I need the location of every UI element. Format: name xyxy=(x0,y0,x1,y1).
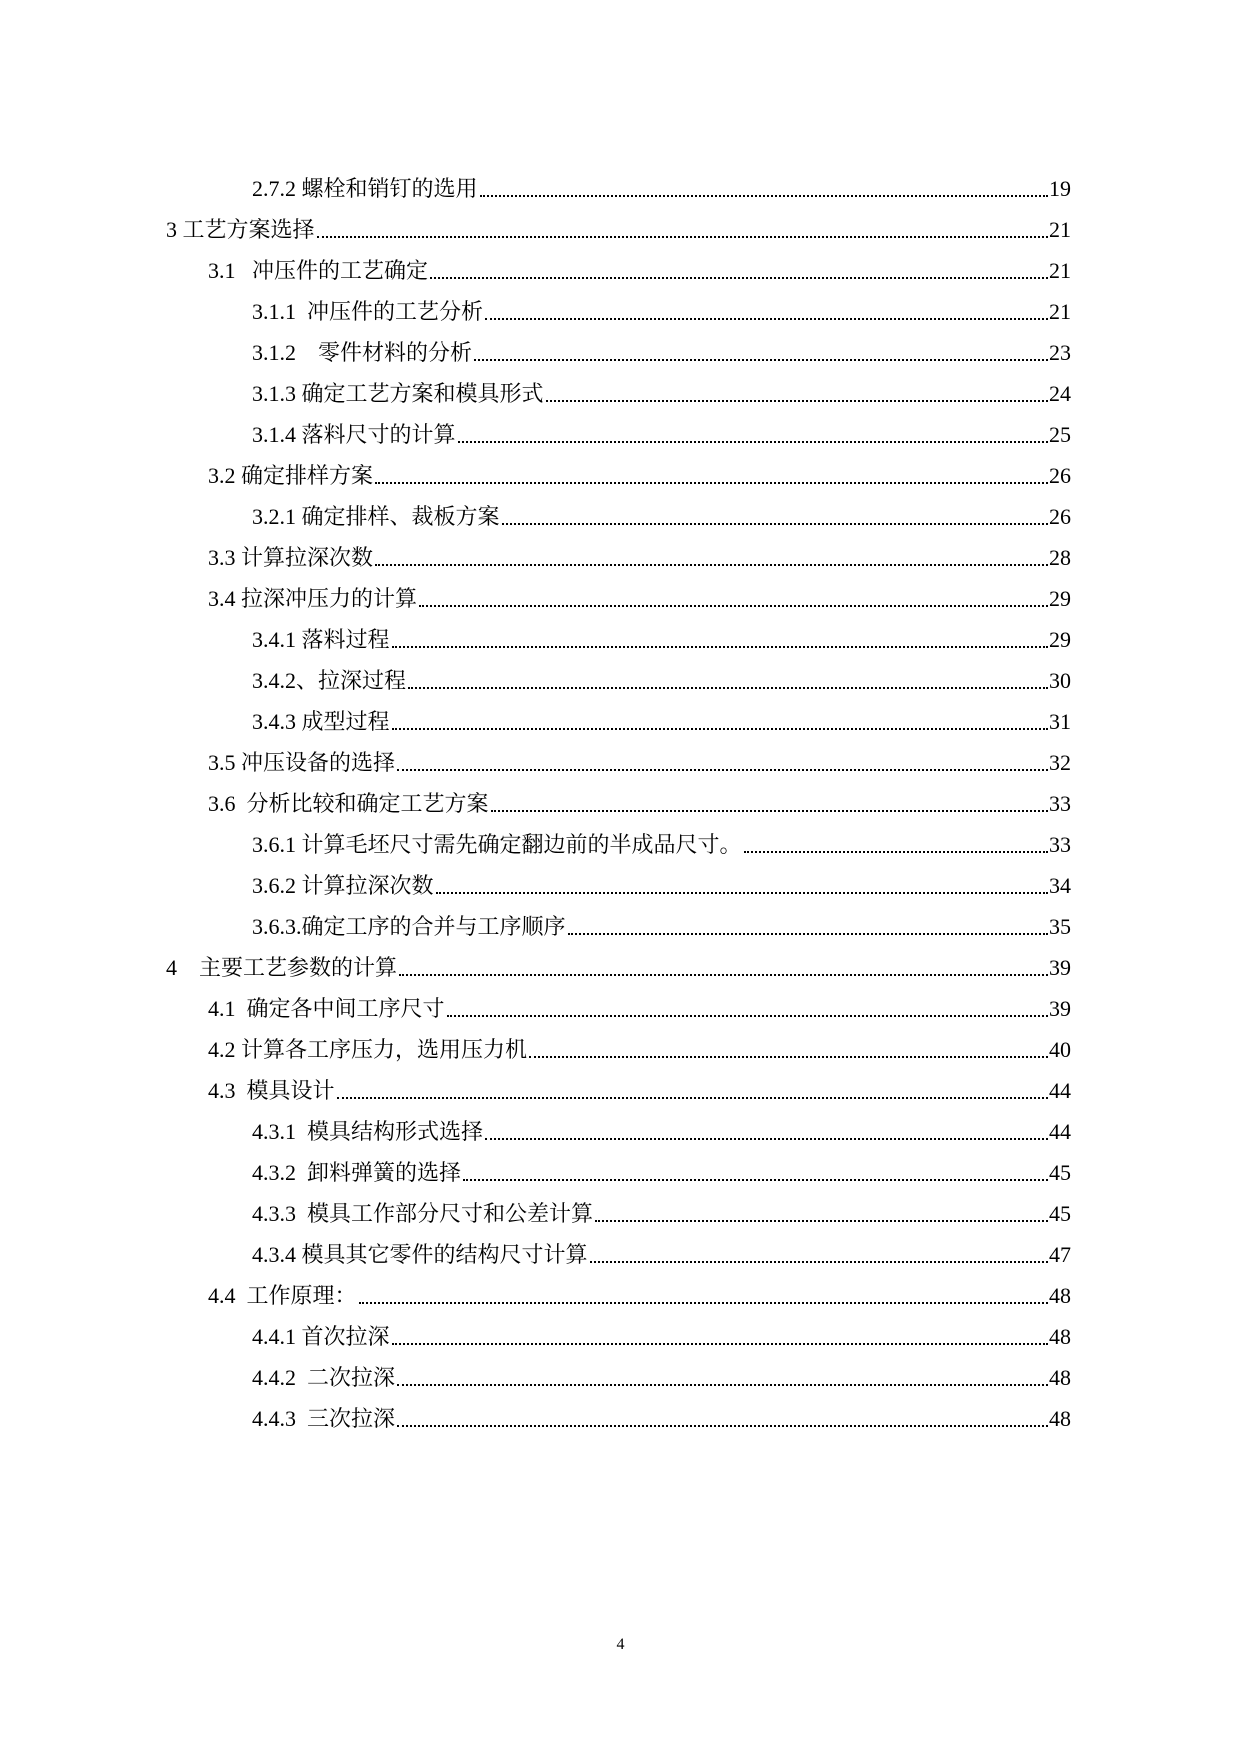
toc-entry[interactable] xyxy=(252,414,1071,448)
toc-dot-leader xyxy=(568,933,1048,935)
toc-dot-leader xyxy=(430,277,1048,279)
toc-entry-page: 48 xyxy=(1049,1406,1071,1431)
toc-entry[interactable] xyxy=(208,250,1071,284)
toc-entry-page: 29 xyxy=(1049,627,1071,652)
toc-entry[interactable] xyxy=(252,1398,1071,1432)
toc-entry-page: 28 xyxy=(1049,545,1071,570)
toc-entry-title: 4.1 确定各中间工序尺寸 xyxy=(208,996,445,1021)
toc-entry[interactable] xyxy=(252,332,1071,366)
toc-entry[interactable] xyxy=(208,1070,1071,1104)
toc-entry[interactable] xyxy=(252,619,1071,653)
toc-entry-title: 3.1.1 冲压件的工艺分析 xyxy=(252,299,484,324)
toc-dot-leader xyxy=(590,1261,1048,1263)
toc-entry[interactable] xyxy=(252,660,1071,694)
toc-dot-leader xyxy=(463,1179,1048,1181)
toc-entry-title: 3.5 冲压设备的选择 xyxy=(208,750,396,775)
toc-entry-page: 32 xyxy=(1049,750,1071,775)
toc-entry-title: 3.1.3 确定工艺方案和模具形式 xyxy=(252,381,544,406)
toc-dot-leader xyxy=(419,605,1048,607)
toc-dot-leader xyxy=(546,400,1048,402)
toc-entry[interactable] xyxy=(252,1111,1071,1145)
toc-entry-page: 19 xyxy=(1049,176,1071,201)
toc-entry-page: 40 xyxy=(1049,1037,1071,1062)
toc-entry-page: 39 xyxy=(1049,996,1071,1021)
toc-entry-page: 24 xyxy=(1049,381,1071,406)
toc-entry-page: 31 xyxy=(1049,709,1071,734)
toc-entry-title: 3.1.4 落料尺寸的计算 xyxy=(252,422,456,447)
toc-entry-title: 3.6.2 计算拉深次数 xyxy=(252,873,434,898)
toc-entry-page: 21 xyxy=(1049,217,1071,242)
toc-dot-leader xyxy=(595,1220,1048,1222)
toc-entry[interactable] xyxy=(252,291,1071,325)
toc-entry[interactable] xyxy=(252,1193,1071,1227)
toc-dot-leader xyxy=(458,441,1048,443)
toc-entry[interactable] xyxy=(252,496,1071,530)
toc-entry-page: 44 xyxy=(1049,1078,1071,1103)
toc-entry-title: 3.6.3.确定工序的合并与工序顺序 xyxy=(252,914,566,939)
toc-entry[interactable] xyxy=(252,865,1071,899)
toc-entry-page: 23 xyxy=(1049,340,1071,365)
toc-entry[interactable] xyxy=(252,906,1071,940)
toc-dot-leader xyxy=(436,892,1048,894)
toc-entry[interactable] xyxy=(252,1152,1071,1186)
toc-dot-leader xyxy=(480,195,1048,197)
toc-entry-title: 3.6 分析比较和确定工艺方案 xyxy=(208,791,489,816)
toc-entry[interactable] xyxy=(166,947,1071,981)
toc-entry-page: 44 xyxy=(1049,1119,1071,1144)
toc-entry-page: 21 xyxy=(1049,299,1071,324)
toc-dot-leader xyxy=(399,974,1048,976)
toc-dot-leader xyxy=(491,810,1048,812)
toc-entry-page: 33 xyxy=(1049,832,1071,857)
toc-entry[interactable] xyxy=(252,1234,1071,1268)
toc-dot-leader xyxy=(375,564,1048,566)
toc-entry-title: 3.4.3 成型过程 xyxy=(252,709,390,734)
toc-entry[interactable] xyxy=(208,537,1071,571)
toc-entry-title: 3.2.1 确定排样、裁板方案 xyxy=(252,504,500,529)
toc-entry-page: 45 xyxy=(1049,1160,1071,1185)
toc-entry-page: 26 xyxy=(1049,463,1071,488)
toc-dot-leader xyxy=(359,1302,1048,1304)
toc-entry[interactable] xyxy=(208,742,1071,776)
toc-entry-title: 4.3.2 卸料弹簧的选择 xyxy=(252,1160,462,1185)
toc-entry-title: 3.4.2、拉深过程 xyxy=(252,668,407,693)
toc-entry[interactable] xyxy=(166,209,1071,243)
toc-entry-title: 4.4.3 三次拉深 xyxy=(252,1406,396,1431)
toc-entry-title: 4.2 计算各工序压力，选用压力机 xyxy=(208,1037,528,1062)
toc-dot-leader xyxy=(474,359,1048,361)
toc-entry[interactable] xyxy=(208,455,1071,489)
toc-entry-title: 4.4 工作原理： xyxy=(208,1283,357,1308)
toc-entry-title: 3.1.2 零件材料的分析 xyxy=(252,340,473,365)
toc-entry-title: 3.1 冲压件的工艺确定 xyxy=(208,258,429,283)
toc-entry-title: 2.7.2 螺栓和销钉的选用 xyxy=(252,176,478,201)
toc-entry-title: 4 主要工艺参数的计算 xyxy=(166,955,398,980)
toc-entry-title: 3.4 拉深冲压力的计算 xyxy=(208,586,418,611)
toc-entry-title: 4.4.2 二次拉深 xyxy=(252,1365,396,1390)
toc-entry-page: 25 xyxy=(1049,422,1071,447)
toc-entry-page: 48 xyxy=(1049,1365,1071,1390)
toc-dot-leader xyxy=(408,687,1048,689)
toc-entry-page: 30 xyxy=(1049,668,1071,693)
toc-dot-leader xyxy=(447,1015,1048,1017)
toc-entry-page: 34 xyxy=(1049,873,1071,898)
toc-entry-page: 39 xyxy=(1049,955,1071,980)
toc-entry[interactable] xyxy=(208,988,1071,1022)
toc-dot-leader xyxy=(744,851,1048,853)
toc-entry-title: 4.3 模具设计 xyxy=(208,1078,335,1103)
toc-entry-title: 3 工艺方案选择 xyxy=(166,217,315,242)
toc-dot-leader xyxy=(392,728,1048,730)
toc-entry-title: 3.2 确定排样方案 xyxy=(208,463,374,488)
toc-entry[interactable] xyxy=(252,168,1071,202)
toc-entry-page: 29 xyxy=(1049,586,1071,611)
toc-dot-leader xyxy=(392,1343,1048,1345)
toc-entry-page: 33 xyxy=(1049,791,1071,816)
toc-entry-page: 45 xyxy=(1049,1201,1071,1226)
toc-entry-title: 3.3 计算拉深次数 xyxy=(208,545,374,570)
toc-entry-page: 21 xyxy=(1049,258,1071,283)
toc-entry[interactable] xyxy=(208,783,1071,817)
toc-entry-page: 35 xyxy=(1049,914,1071,939)
toc-entry-title: 4.3.3 模具工作部分尺寸和公差计算 xyxy=(252,1201,594,1226)
toc-dot-leader xyxy=(392,646,1048,648)
toc-entry-title: 4.3.4 模具其它零件的结构尺寸计算 xyxy=(252,1242,588,1267)
toc-dot-leader xyxy=(397,1425,1048,1427)
toc-entry-page: 47 xyxy=(1049,1242,1071,1267)
toc-entry[interactable] xyxy=(208,1275,1071,1309)
page-number: 4 xyxy=(616,1636,625,1653)
toc-entry[interactable] xyxy=(252,1316,1071,1350)
toc-dot-leader xyxy=(375,482,1048,484)
toc-entry-title: 3.6.1 计算毛坯尺寸需先确定翻边前的半成品尺寸。 xyxy=(252,832,742,857)
toc-entry-page: 48 xyxy=(1049,1283,1071,1308)
toc-entry-page: 48 xyxy=(1049,1324,1071,1349)
toc-dot-leader xyxy=(502,523,1048,525)
toc-entry[interactable] xyxy=(252,1357,1071,1391)
toc-dot-leader xyxy=(337,1097,1048,1099)
toc-entry-title: 3.4.1 落料过程 xyxy=(252,627,390,652)
toc-entry-title: 4.4.1 首次拉深 xyxy=(252,1324,390,1349)
toc-dot-leader xyxy=(485,318,1048,320)
toc-entry[interactable] xyxy=(252,701,1071,735)
toc-entry[interactable] xyxy=(208,1029,1071,1063)
toc-dot-leader xyxy=(317,236,1048,238)
toc-entry[interactable] xyxy=(252,824,1071,858)
toc-entry-title: 4.3.1 模具结构形式选择 xyxy=(252,1119,484,1144)
toc-dot-leader xyxy=(529,1056,1048,1058)
toc-entry-page: 26 xyxy=(1049,504,1071,529)
toc-entry[interactable] xyxy=(252,373,1071,407)
toc-entry[interactable] xyxy=(208,578,1071,612)
toc-dot-leader xyxy=(485,1138,1048,1140)
toc-dot-leader xyxy=(397,769,1048,771)
toc-dot-leader xyxy=(397,1384,1048,1386)
